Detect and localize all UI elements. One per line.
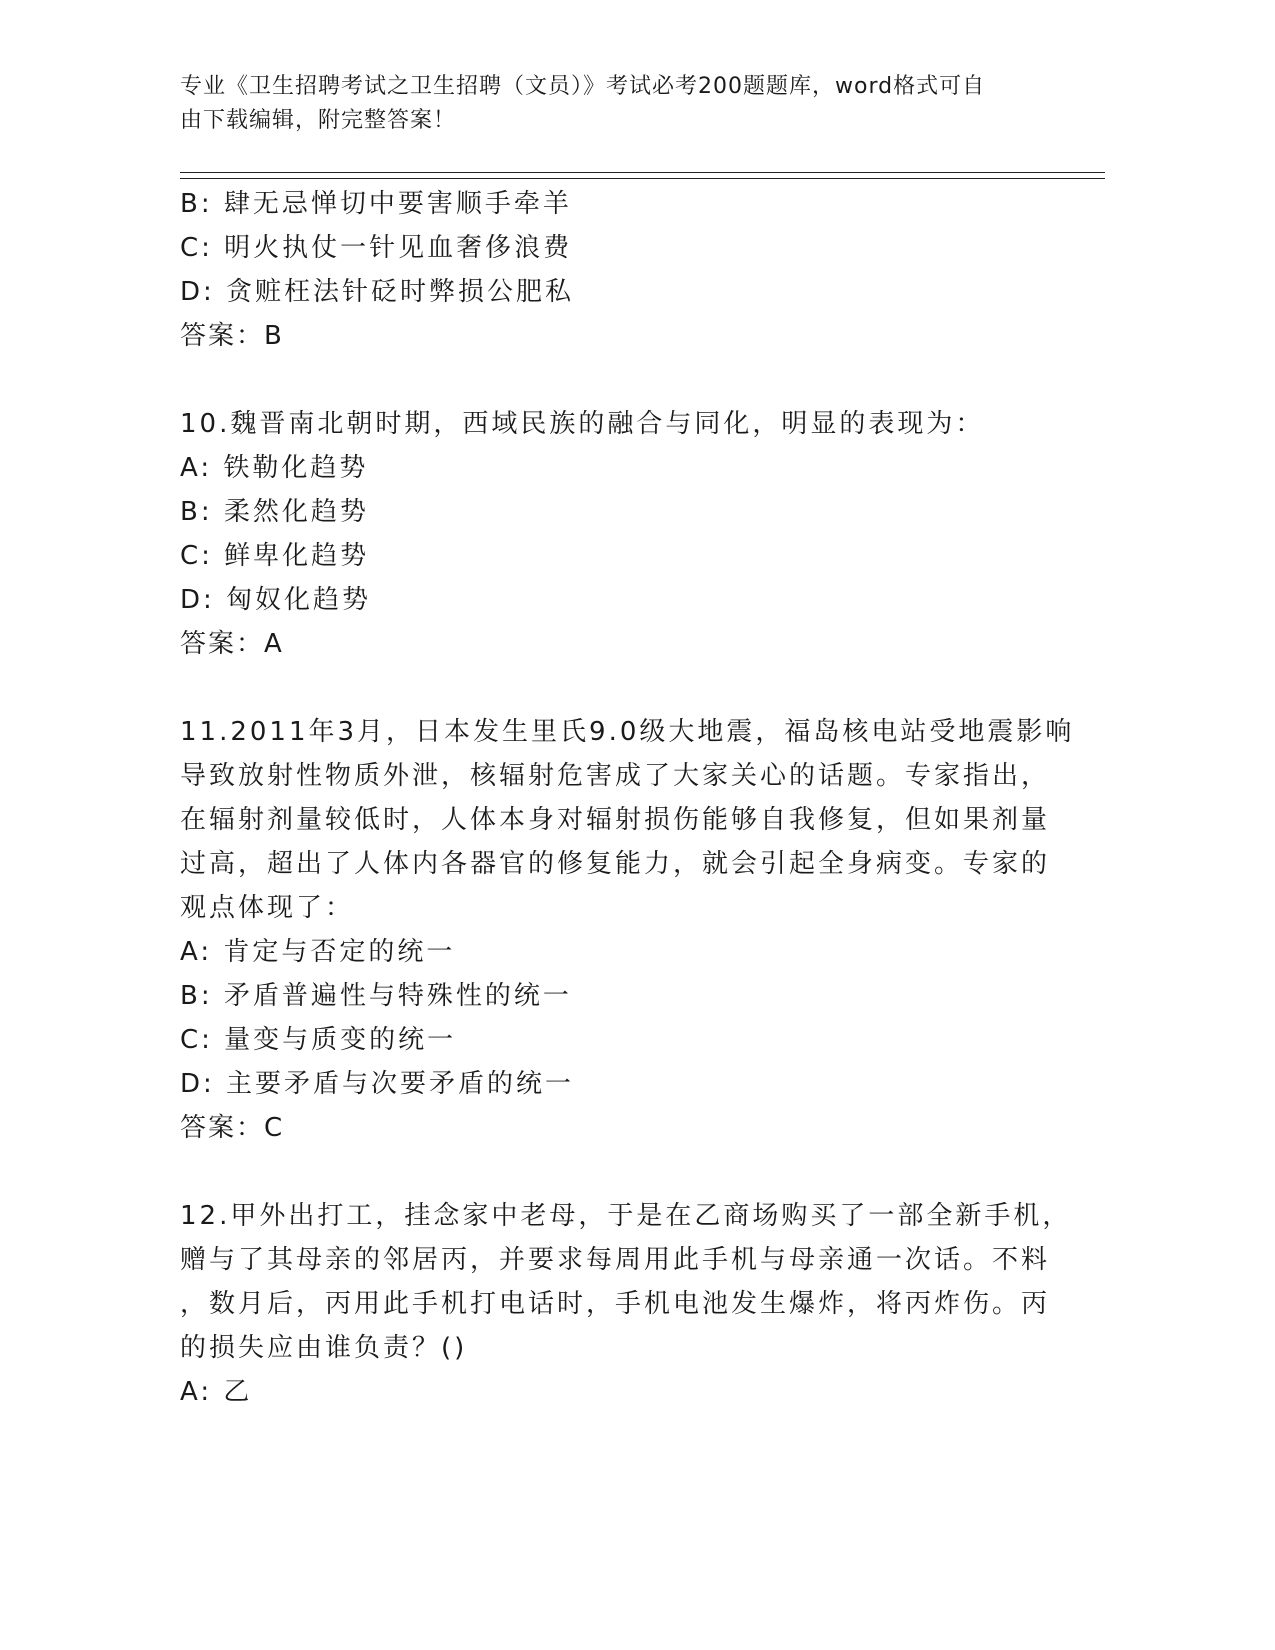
question-stem-line: ，数月后，丙用此手机打电话时，手机电池发生爆炸，将丙炸伤。丙 (180, 1289, 1051, 1319)
question-11 (180, 710, 1075, 1150)
option-c: C: 明火执仗一针见血奢侈浪费 (180, 233, 573, 263)
option-d: D: 匈奴化趋势 (180, 585, 372, 615)
option-b: B: 矛盾普遍性与特殊性的统一 (180, 981, 572, 1011)
question-stem-line: 的损失应由谁负责？() (180, 1333, 468, 1363)
header-line-2: 由下载编辑，附完整答案！ (180, 108, 457, 133)
answer-text: 答案：A (180, 629, 284, 659)
header-divider-top (180, 172, 1105, 173)
question-stem-line: 观点体现了： (180, 893, 355, 923)
question-stem-line: 赠与了其母亲的邻居丙，并要求每周用此手机与母亲通一次话。不料 (180, 1245, 1051, 1275)
option-b: B: 柔然化趋势 (180, 497, 369, 527)
answer-text: 答案：C (180, 1113, 285, 1143)
option-a: A: 肯定与否定的统一 (180, 937, 456, 967)
question-stem-line: 11.2011年3月，日本发生里氏9.0级大地震，福岛核电站受地震影响 (180, 717, 1075, 747)
option-a: A: 乙 (180, 1377, 253, 1407)
option-d: D: 主要矛盾与次要矛盾的统一 (180, 1069, 575, 1099)
question-12 (180, 1194, 1072, 1414)
question-stem-line: 导致放射性物质外泄，核辐射危害成了大家关心的话题。专家指出， (180, 761, 1051, 791)
option-a: A: 铁勒化趋势 (180, 453, 369, 483)
header-divider-bottom (180, 178, 1105, 179)
question-content (180, 182, 1075, 1414)
header-line-1: 专业《卫生招聘考试之卫生招聘（文员）》考试必考200题题库，word格式可自 (180, 74, 986, 99)
question-9 (180, 182, 1060, 358)
question-10 (180, 402, 1060, 666)
answer-text: 答案：B (180, 321, 284, 351)
option-c: C: 量变与质变的统一 (180, 1025, 457, 1055)
question-stem-line: 过高，超出了人体内各器官的修复能力，就会引起全身病变。专家的 (180, 849, 1051, 879)
question-stem-line: 12.甲外出打工，挂念家中老母，于是在乙商场购买了一部全新手机， (180, 1201, 1072, 1231)
option-c: C: 鲜卑化趋势 (180, 541, 370, 571)
option-d: D: 贪赃枉法针砭时弊损公肥私 (180, 277, 575, 307)
option-b: B: 肆无忌惮切中要害顺手牵羊 (180, 189, 572, 219)
question-stem: 10.魏晋南北朝时期，西域民族的融合与同化，明显的表现为： (180, 409, 985, 439)
document-header (180, 70, 1040, 138)
question-stem-line: 在辐射剂量较低时，人体本身对辐射损伤能够自我修复，但如果剂量 (180, 805, 1051, 835)
